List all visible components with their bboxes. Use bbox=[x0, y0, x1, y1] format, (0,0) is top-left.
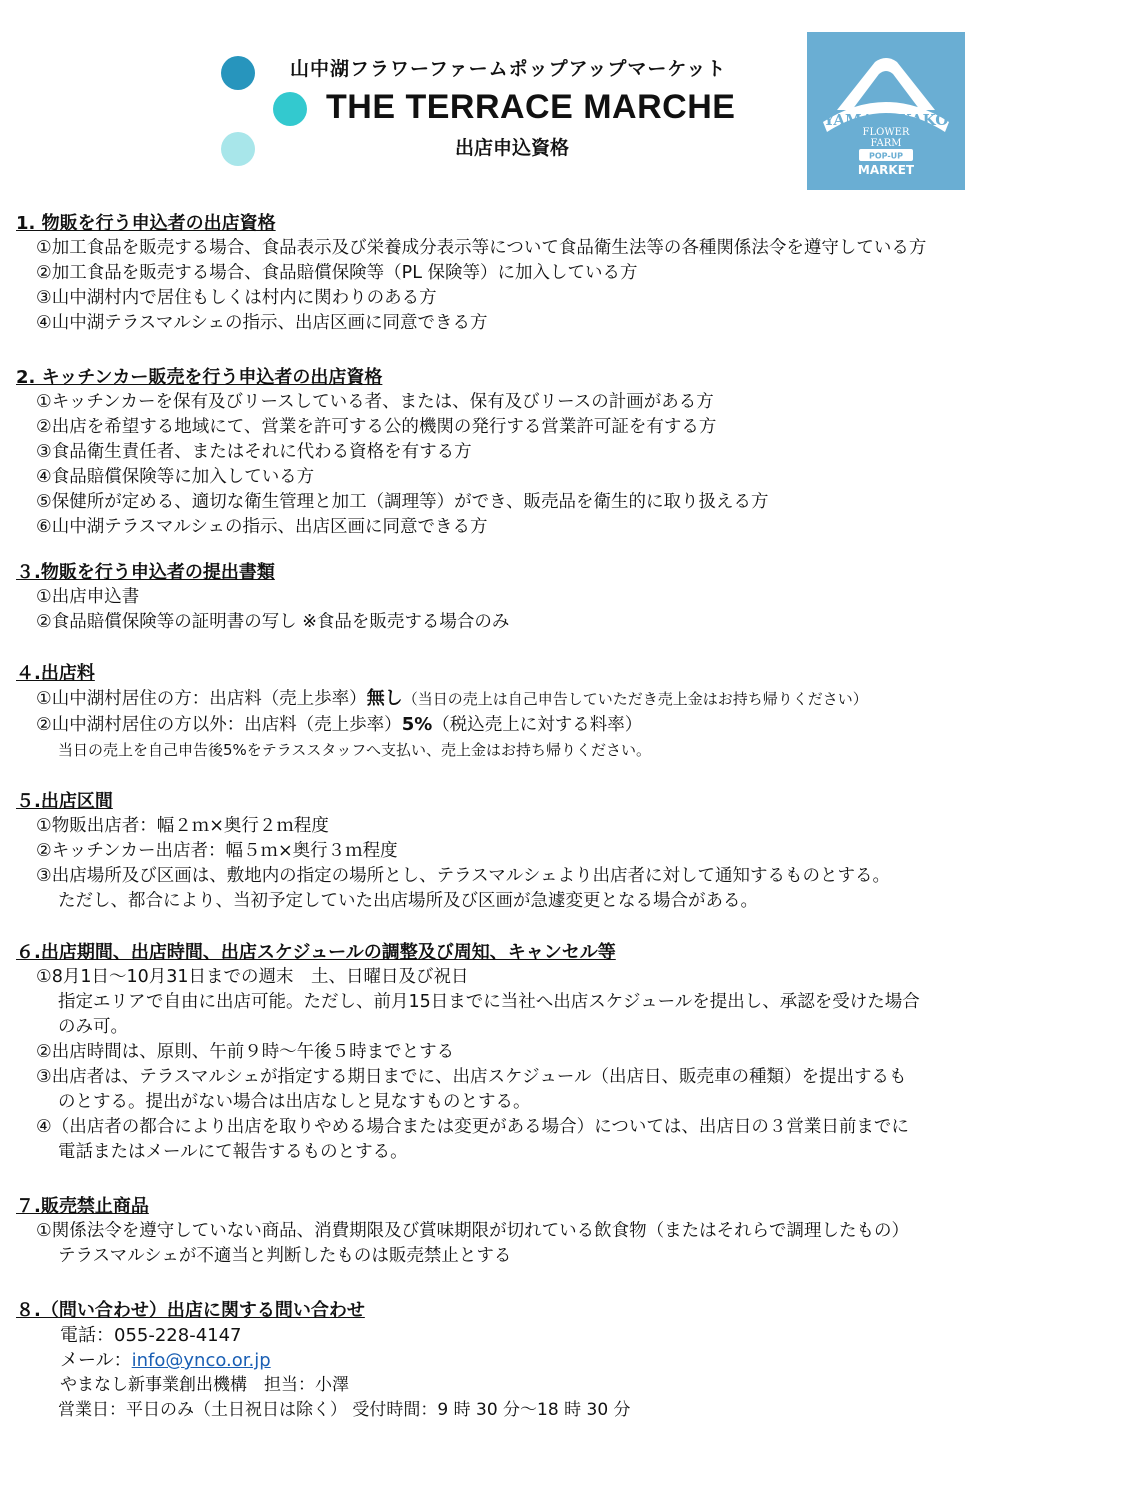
s1-item-1: ①加工食品を販売する場合、食品表示及び栄養成分表示等について食品衛生法等の各種関係法令を遵守している方 bbox=[36, 238, 927, 258]
s2-item-3: ③食品衛生責任者、またはそれに代わる資格を有する方 bbox=[36, 442, 472, 462]
section-2-heading: 2. キッチンカー販売を行う申込者の出店資格 bbox=[16, 367, 383, 388]
s6-item-1: ①8月1日～10月31日までの週末 土、日曜日及び祝日 bbox=[36, 967, 469, 987]
section-6 bbox=[16, 940, 1111, 1165]
s2-item-1: ①キッチンカーを保有及びリースしている者、または、保有及びリースの計画がある方 bbox=[36, 392, 714, 412]
s2-item-6: ⑥山中湖テラスマルシェの指示、出店区画に同意できる方 bbox=[36, 517, 488, 537]
s4-item-1-text: ①山中湖村居住の方：出店料（売上歩率） bbox=[36, 689, 367, 709]
s4-item-1-note: （当日の売上は自己申告していただき売上金はお持ち帰りください） bbox=[402, 690, 868, 708]
mountain-logo-icon bbox=[807, 32, 965, 190]
section-6-heading: ６.出店期間、出店時間、出店スケジュールの調整及び周知、キャンセル等 bbox=[16, 942, 616, 963]
section-2 bbox=[16, 365, 1111, 540]
section-7 bbox=[16, 1194, 1111, 1269]
section-3-heading: ３.物販を行う申込者の提出書類 bbox=[16, 562, 275, 583]
s4-item-2-text: ②山中湖村居住の方以外：出店料（売上歩率） bbox=[36, 715, 402, 735]
s5-item-1: ①物販出店者：幅２ｍ×奥行２ｍ程度 bbox=[36, 816, 329, 836]
s4-fee-none: 無し bbox=[366, 688, 403, 709]
s7-item-1-cont: テラスマルシェが不適当と判断したものは販売禁止とする bbox=[58, 1246, 512, 1266]
decor-dot-mid bbox=[273, 92, 307, 126]
decor-dot-light bbox=[221, 132, 255, 166]
logo-text-flower: FLOWER bbox=[862, 127, 910, 138]
s5-item-2: ②キッチンカー出店者：幅５ｍ×奥行３ｍ程度 bbox=[36, 841, 398, 861]
logo-text-yamanakako: YAMANAKAKO bbox=[823, 111, 949, 129]
logo-text-popup: POP-UP bbox=[868, 151, 904, 161]
section-7-heading: ７.販売禁止商品 bbox=[16, 1196, 149, 1217]
section-5 bbox=[16, 789, 1111, 914]
s3-item-2: ②食品賠償保険等の証明書の写し ※食品を販売する場合のみ bbox=[36, 612, 510, 632]
contact-email-link[interactable]: info@ynco.or.jp bbox=[131, 1350, 271, 1371]
s5-item-3-cont: ただし、都合により、当初予定していた出店場所及び区画が急遽変更となる場合がある。 bbox=[58, 891, 758, 911]
section-1 bbox=[16, 211, 1111, 336]
contact-phone: 電話：055-228-4147 bbox=[60, 1325, 242, 1346]
s2-item-4: ④食品賠償保険等に加入している方 bbox=[36, 467, 315, 487]
s4-item-2 bbox=[36, 712, 1111, 738]
s4-item-1 bbox=[36, 686, 1111, 712]
s2-item-5: ⑤保健所が定める、適切な衛生管理と加工（調理等）ができ、販売品を衛生的に取り扱える方 bbox=[36, 492, 769, 512]
header-caption: 出店申込資格 bbox=[455, 137, 570, 159]
s6-item-2: ②出店時間は、原則、午前９時～午後５時までとする bbox=[36, 1042, 455, 1062]
contact-mail-label: メール： bbox=[60, 1350, 132, 1371]
market-logo bbox=[807, 32, 965, 190]
s6-item-4: ④（出店者の都合により出店を取りやめる場合または変更がある場合）については、出店日の３営業日前までに bbox=[36, 1117, 909, 1137]
s2-item-2: ②出店を希望する地域にて、営業を許可する公的機関の発行する営業許可証を有する方 bbox=[36, 417, 717, 437]
s5-item-3: ③出店場所及び区画は、敷地内の指定の場所とし、テラスマルシェより出店者に対して通知するものとする。 bbox=[36, 866, 891, 886]
logo-text-farm: FARM bbox=[870, 138, 902, 149]
s1-item-2: ②加工食品を販売する場合、食品賠償保険等（PL 保険等）に加入している方 bbox=[36, 263, 638, 283]
section-4-heading: ４.出店料 bbox=[16, 663, 95, 684]
s4-item-2-note: （税込売上に対する料率） bbox=[432, 715, 643, 735]
page-title: THE TERRACE MARCHE bbox=[326, 88, 736, 126]
s4-item-3: 当日の売上を自己申告後5%をテラススタッフへ支払い、売上金はお持ち帰りください。 bbox=[58, 741, 652, 759]
decor-dot-dark bbox=[221, 56, 255, 90]
s3-item-1: ①出店申込書 bbox=[36, 587, 140, 607]
s6-item-1-cont1: 指定エリアで自由に出店可能。ただし、前月15日までに当社へ出店スケジュールを提出し、承認を受けた場合 bbox=[58, 992, 920, 1012]
s6-item-4-cont: 電話またはメールにて報告するものとする。 bbox=[58, 1142, 408, 1162]
s1-item-4: ④山中湖テラスマルシェの指示、出店区画に同意できる方 bbox=[36, 313, 488, 333]
section-8-heading: ８.（問い合わせ）出店に関する問い合わせ bbox=[16, 1300, 365, 1321]
s6-item-3-cont: のとする。提出がない場合は出店なしと見なすものとする。 bbox=[58, 1092, 531, 1112]
logo-text-market: MARKET bbox=[857, 163, 915, 177]
s1-item-3: ③山中湖村内で居住もしくは村内に関わりのある方 bbox=[36, 288, 437, 308]
s4-fee-rate: 5% bbox=[401, 714, 433, 735]
s7-item-1: ①関係法令を遵守していない商品、消費期限及び賞味期限が切れている飲食物（またはそれらで調理したもの） bbox=[36, 1221, 910, 1241]
header-subtitle: 山中湖フラワーファームポップアップマーケット bbox=[290, 58, 727, 80]
s6-item-3: ③出店者は、テラスマルシェが指定する期日までに、出店スケジュール（出店日、販売車の種類）を提出するも bbox=[36, 1067, 907, 1087]
contact-hours: 営業日：平日のみ（土日祝日は除く） 受付時間：9 時 30 分～18 時 30 分 bbox=[58, 1400, 631, 1420]
section-8 bbox=[16, 1298, 1111, 1423]
section-5-heading: ５.出店区間 bbox=[16, 791, 113, 812]
s6-item-1-cont2: のみ可。 bbox=[58, 1017, 128, 1037]
contact-mail bbox=[60, 1348, 1111, 1373]
contact-org: やまなし新事業創出機構 担当：小澤 bbox=[60, 1375, 349, 1395]
document-body bbox=[16, 211, 1111, 1423]
section-1-heading: 1. 物販を行う申込者の出店資格 bbox=[16, 213, 276, 234]
section-3 bbox=[16, 560, 1111, 635]
section-4 bbox=[16, 661, 1111, 763]
